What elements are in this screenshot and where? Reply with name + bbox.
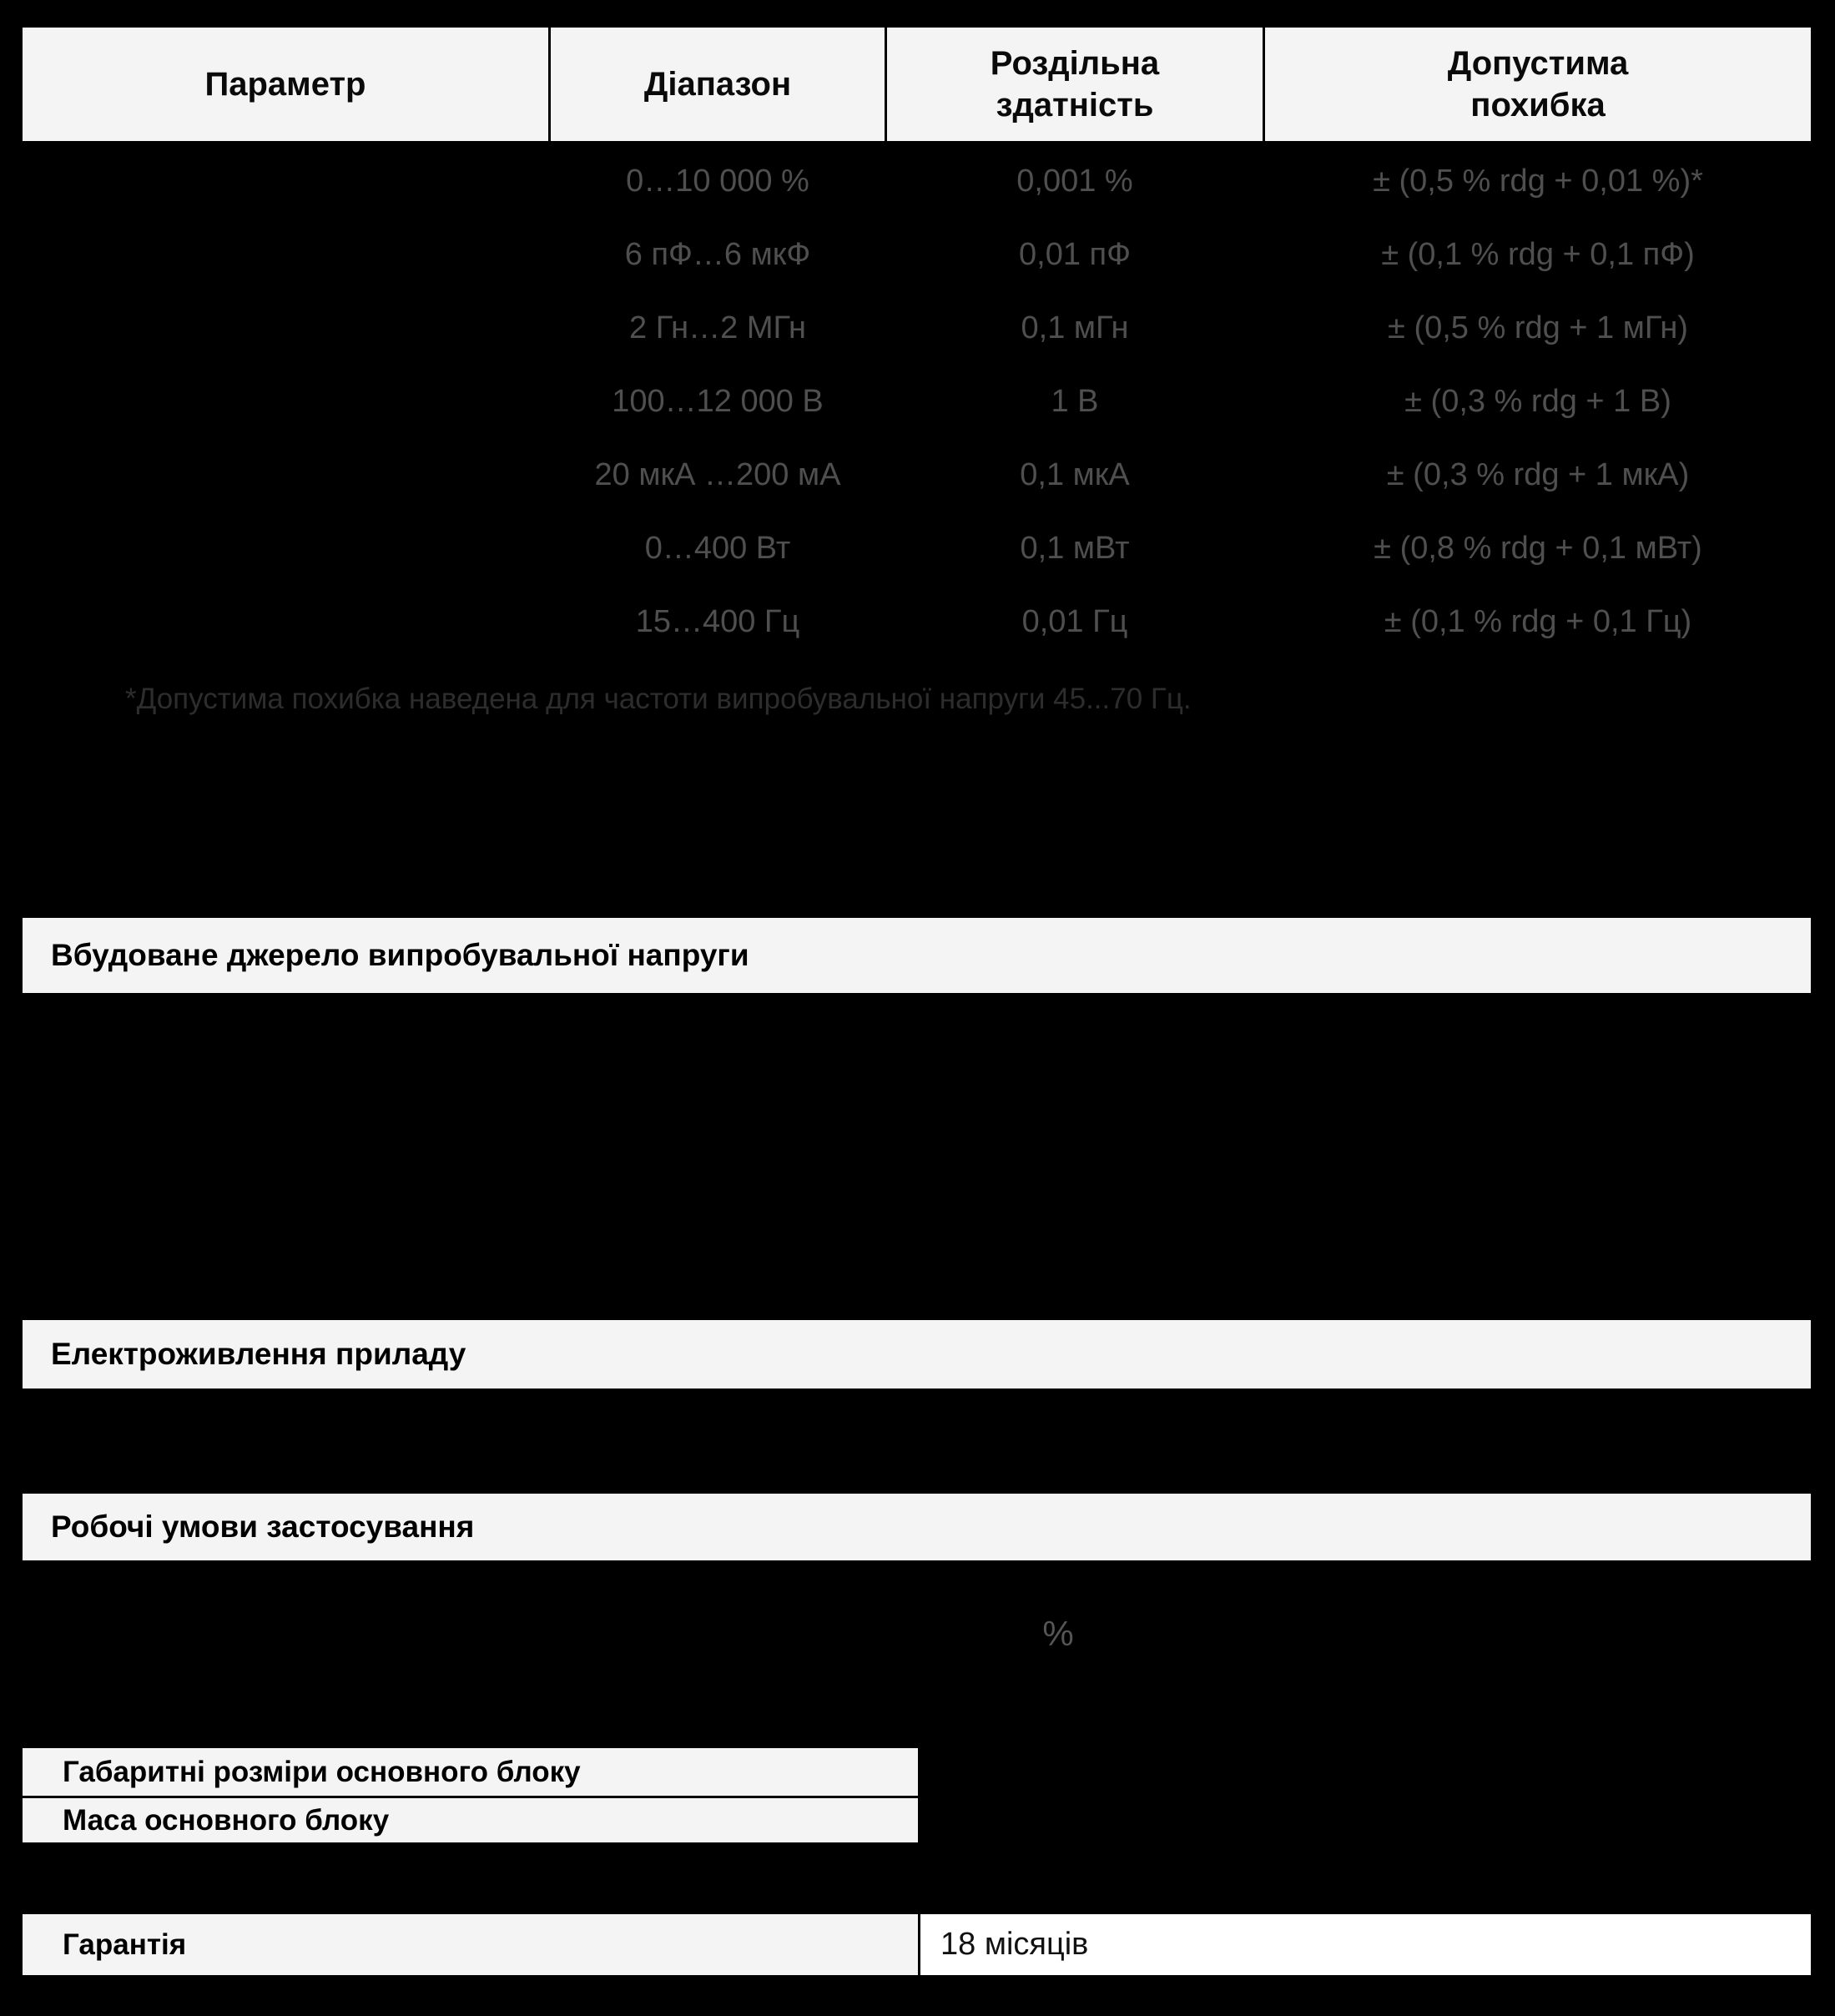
resolution-cell: 0,01 Гц bbox=[1021, 603, 1128, 639]
dimensions-label-bar: Габаритні розміри основного блоку bbox=[23, 1748, 918, 1796]
section-header-operating-conditions: Робочі умови застосування bbox=[23, 1494, 1811, 1560]
range-cell: 6 пФ…6 мкФ bbox=[624, 236, 811, 272]
accuracy-cell: ± (0,5 % rdg + 1 мГн) bbox=[1388, 310, 1688, 345]
resolution-cell: 0,1 мкА bbox=[1020, 456, 1130, 492]
range-cell: 15…400 Гц bbox=[635, 603, 800, 639]
accuracy-cell: ± (0,3 % rdg + 1 мкА) bbox=[1386, 456, 1690, 492]
section-header-power-supply: Електроживлення приладу bbox=[23, 1320, 1811, 1389]
parameter-cell bbox=[23, 585, 548, 658]
parameter-cell bbox=[23, 365, 548, 438]
range-cell: 100…12 000 В bbox=[612, 383, 824, 419]
warranty-row bbox=[23, 1914, 1811, 1975]
table-footnote: *Допустима похибка наведена для частоти випробувальної напруги 45...70 Гц. bbox=[125, 683, 1192, 715]
resolution-cell: 0,01 пФ bbox=[1019, 236, 1131, 272]
section-header-builtin-source: Вбудоване джерело випробувальної напруги bbox=[23, 918, 1811, 993]
range-cell: 20 мкА …200 мА bbox=[594, 456, 841, 492]
parameter-cell bbox=[23, 512, 548, 585]
table-row bbox=[23, 585, 1811, 658]
table-row bbox=[23, 218, 1811, 291]
table-row bbox=[23, 144, 1811, 218]
table-row bbox=[23, 512, 1811, 585]
range-cell: 2 Гн…2 МГн bbox=[629, 310, 806, 345]
mass-label-bar: Маса основного блоку bbox=[23, 1798, 918, 1842]
range-cell: 0…10 000 % bbox=[626, 163, 809, 199]
spec-table-header bbox=[23, 28, 1811, 141]
range-cell: 0…400 Вт bbox=[644, 530, 791, 566]
column-header-label: Діапазон bbox=[643, 66, 792, 103]
column-header-resolution bbox=[887, 28, 1263, 141]
spec-table-body bbox=[23, 144, 1811, 658]
resolution-cell: 0,1 мГн bbox=[1021, 310, 1129, 345]
column-header-accuracy bbox=[1265, 28, 1811, 141]
column-header-label: Роздільна здатність bbox=[990, 45, 1160, 123]
parameter-cell bbox=[23, 291, 548, 365]
accuracy-cell: ± (0,5 % rdg + 0,01 %)* bbox=[1373, 163, 1703, 199]
resolution-cell: 0,1 мВт bbox=[1020, 530, 1130, 566]
accuracy-cell: ± (0,3 % rdg + 1 В) bbox=[1404, 383, 1671, 419]
table-row bbox=[23, 365, 1811, 438]
column-header-parameter bbox=[23, 28, 548, 141]
column-header-label: Допустима похибка bbox=[1447, 45, 1629, 123]
warranty-label: Гарантія bbox=[23, 1914, 918, 1975]
column-header-range bbox=[551, 28, 885, 141]
warranty-value: 18 місяців bbox=[920, 1914, 1811, 1975]
accuracy-cell: ± (0,1 % rdg + 0,1 пФ) bbox=[1381, 236, 1695, 272]
parameter-cell bbox=[23, 144, 548, 218]
table-row bbox=[23, 291, 1811, 365]
column-header-label: Параметр bbox=[204, 66, 366, 103]
percent-text-fragment: % bbox=[1042, 1614, 1074, 1653]
table-row bbox=[23, 438, 1811, 512]
resolution-cell: 0,001 % bbox=[1016, 163, 1133, 199]
accuracy-cell: ± (0,8 % rdg + 0,1 мВт) bbox=[1374, 530, 1702, 566]
parameter-cell bbox=[23, 438, 548, 512]
parameter-cell bbox=[23, 218, 548, 291]
resolution-cell: 1 В bbox=[1051, 383, 1099, 419]
accuracy-cell: ± (0,1 % rdg + 0,1 Гц) bbox=[1384, 603, 1692, 639]
